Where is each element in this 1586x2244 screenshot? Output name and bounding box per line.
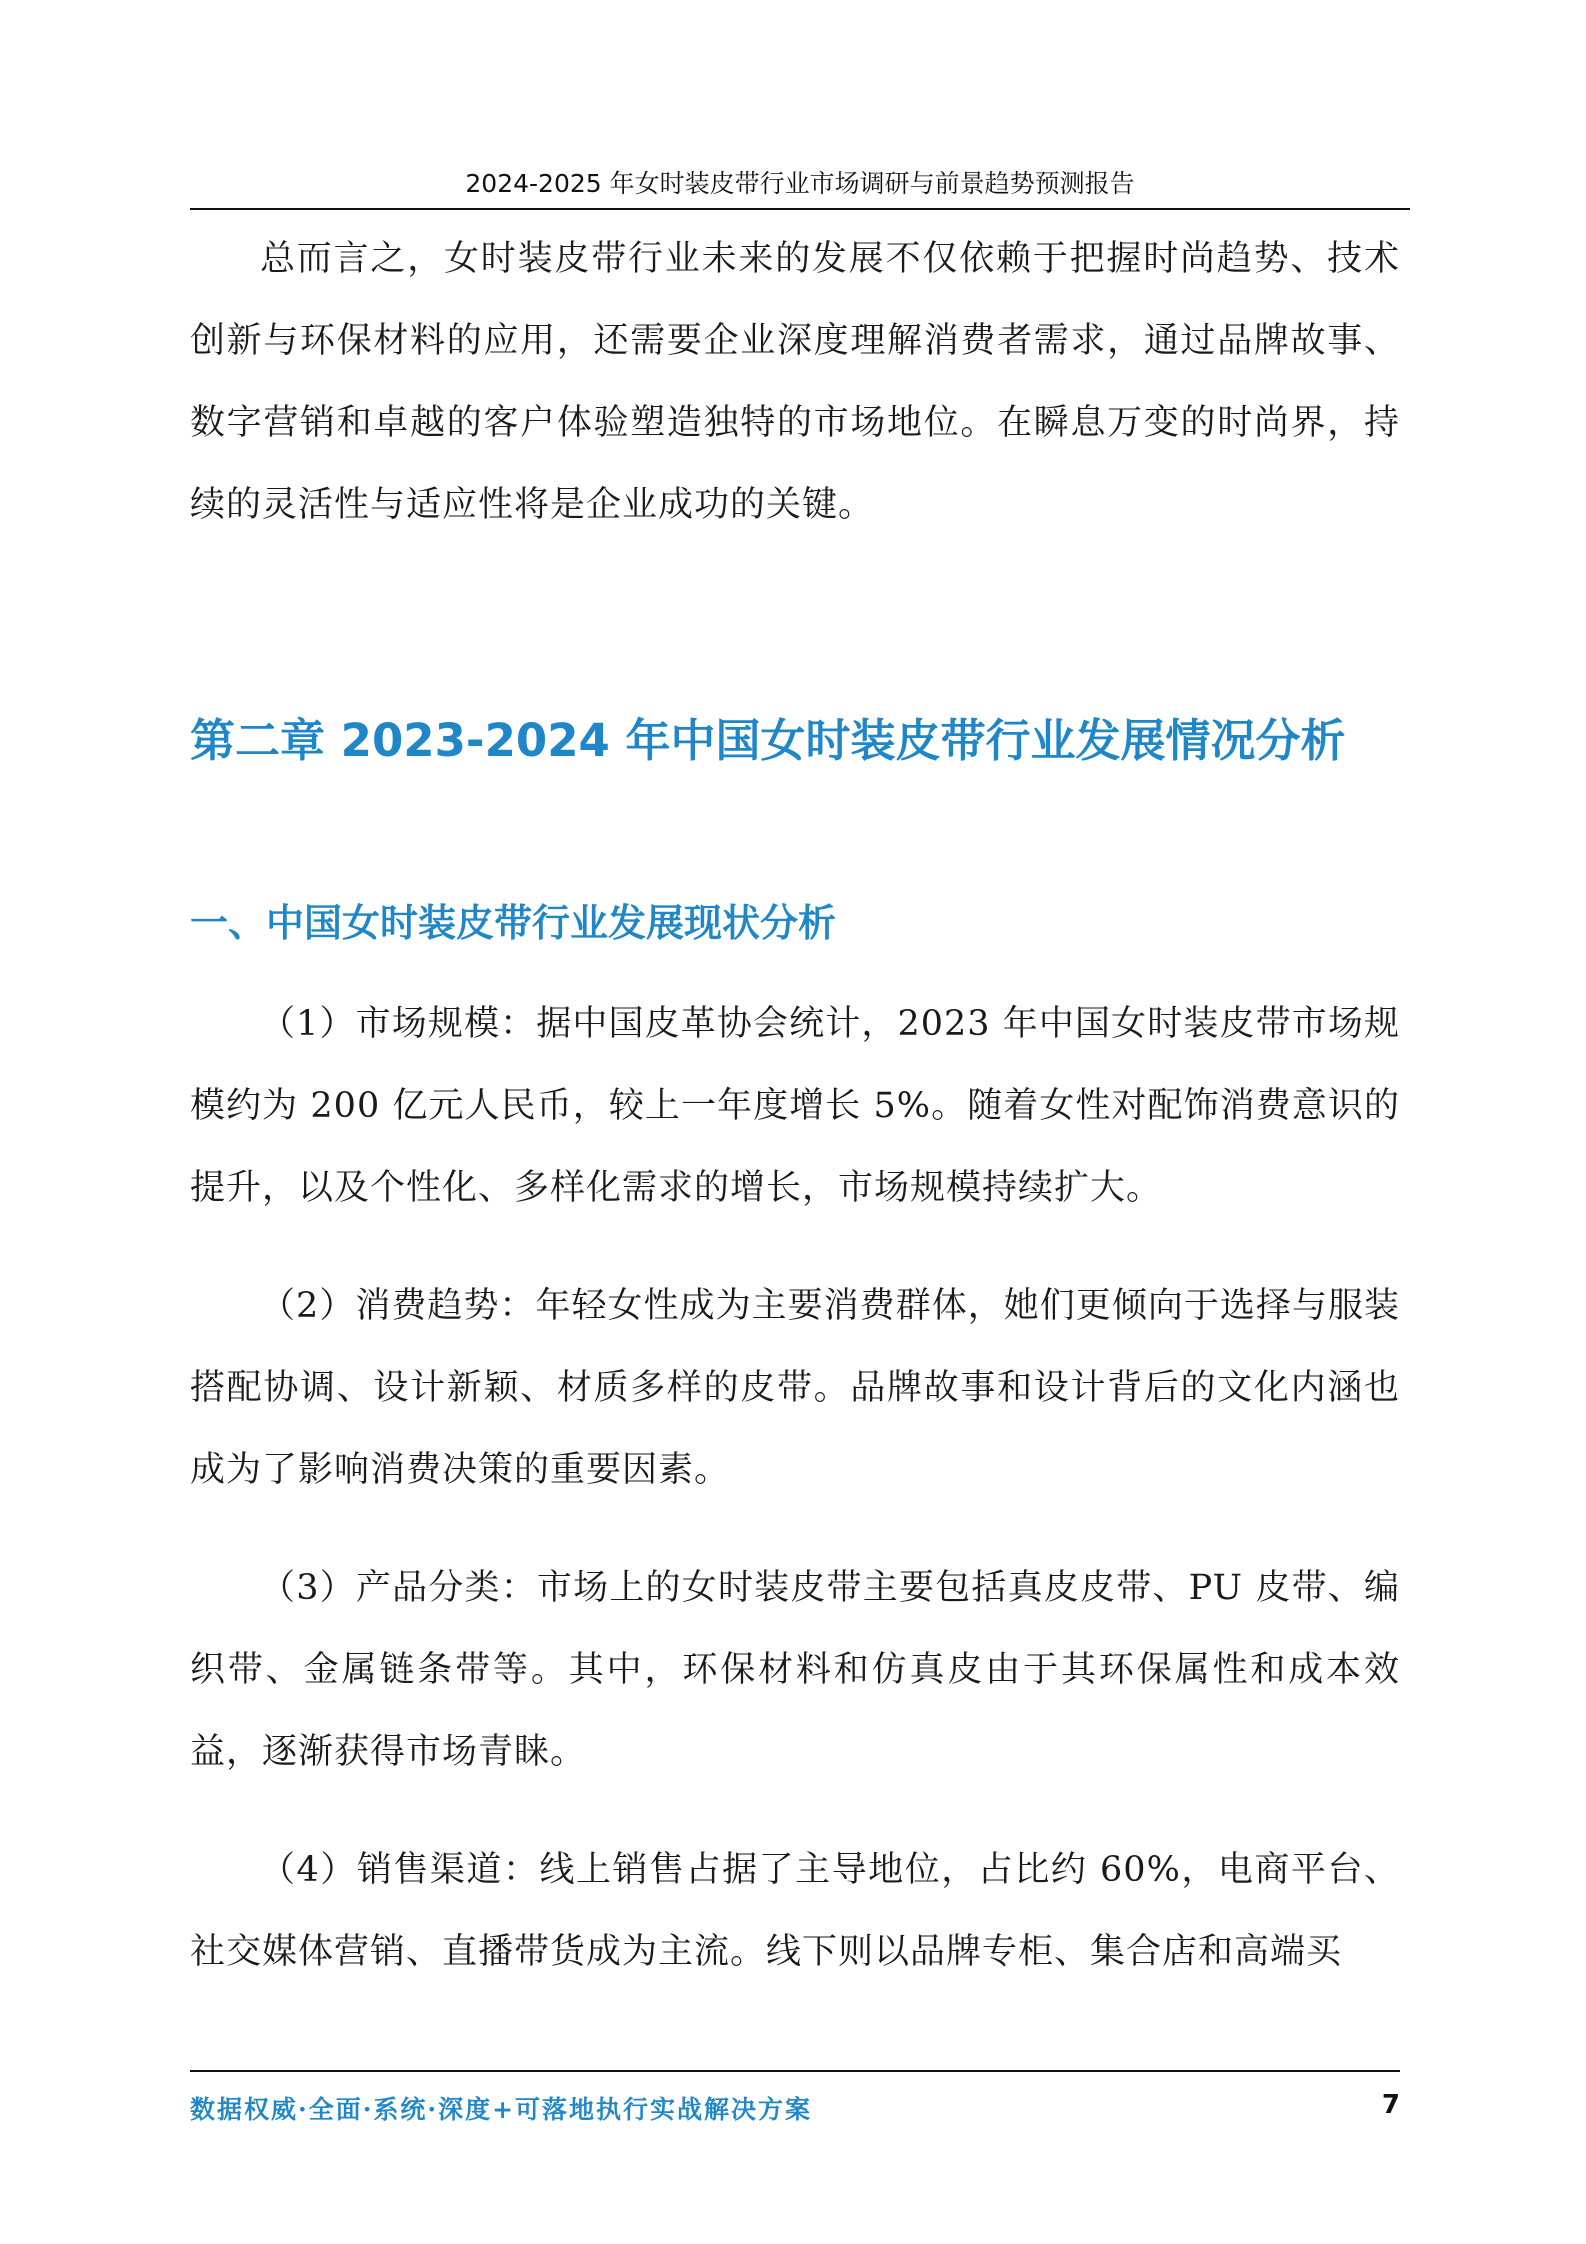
page-header-title: 2024-2025 年女时装皮带行业市场调研与前景趋势预测报告 (465, 169, 1135, 198)
intro-block (190, 218, 1400, 546)
chapter-title: 第二章 2023-2024 年中国女时装皮带行业发展情况分析 (190, 714, 1346, 767)
section-title: 一、中国女时装皮带行业发展现状分析 (190, 901, 837, 945)
footer-slogan: 数据权威·全面·系统·深度+可落地执行实战解决方案 (190, 2095, 813, 2124)
paragraph-sales-channel: （4）销售渠道：线上销售占据了主导地位，占比约 60%，电商平台、社交媒体营销、直播带货成为主流。线下则以品牌专柜、集合店和高端买 (190, 1850, 1400, 1972)
paragraph-product-category: （3）产品分类：市场上的女时装皮带主要包括真皮皮带、PU 皮带、编织带、金属链条带等。其中，环保材料和仿真皮由于其环保属性和成本效益，逐渐获得市场青睐。 (190, 1568, 1400, 1772)
header-divider (190, 208, 1410, 210)
section-body (190, 983, 1400, 1993)
intro-paragraph: 总而言之，女时装皮带行业未来的发展不仅依赖于把握时尚趋势、技术创新与环保材料的应用，还需要企业深度理解消费者需求，通过品牌故事、数字营销和卓越的客户体验塑造独特的市场地位。在瞬息万变的时尚界，持续的灵活性与适应性将是企业成功的关键。 (190, 239, 1400, 525)
paragraph-consumption-trend: （2）消费趋势：年轻女性成为主要消费群体，她们更倾向于选择与服装搭配协调、设计新颖、材质多样的皮带。品牌故事和设计背后的文化内涵也成为了影响消费决策的重要因素。 (190, 1286, 1400, 1490)
paragraph-market-size: （1）市场规模：据中国皮革协会统计，2023 年中国女时装皮带市场规模约为 200 亿元人民币，较上一年度增长 5%。随着女性对配饰消费意识的提升，以及个性化、多样化需求的增长，市场规模持续扩大。 (190, 1004, 1400, 1208)
page-number: 7 (1381, 2090, 1400, 2120)
footer-divider (190, 2070, 1400, 2072)
